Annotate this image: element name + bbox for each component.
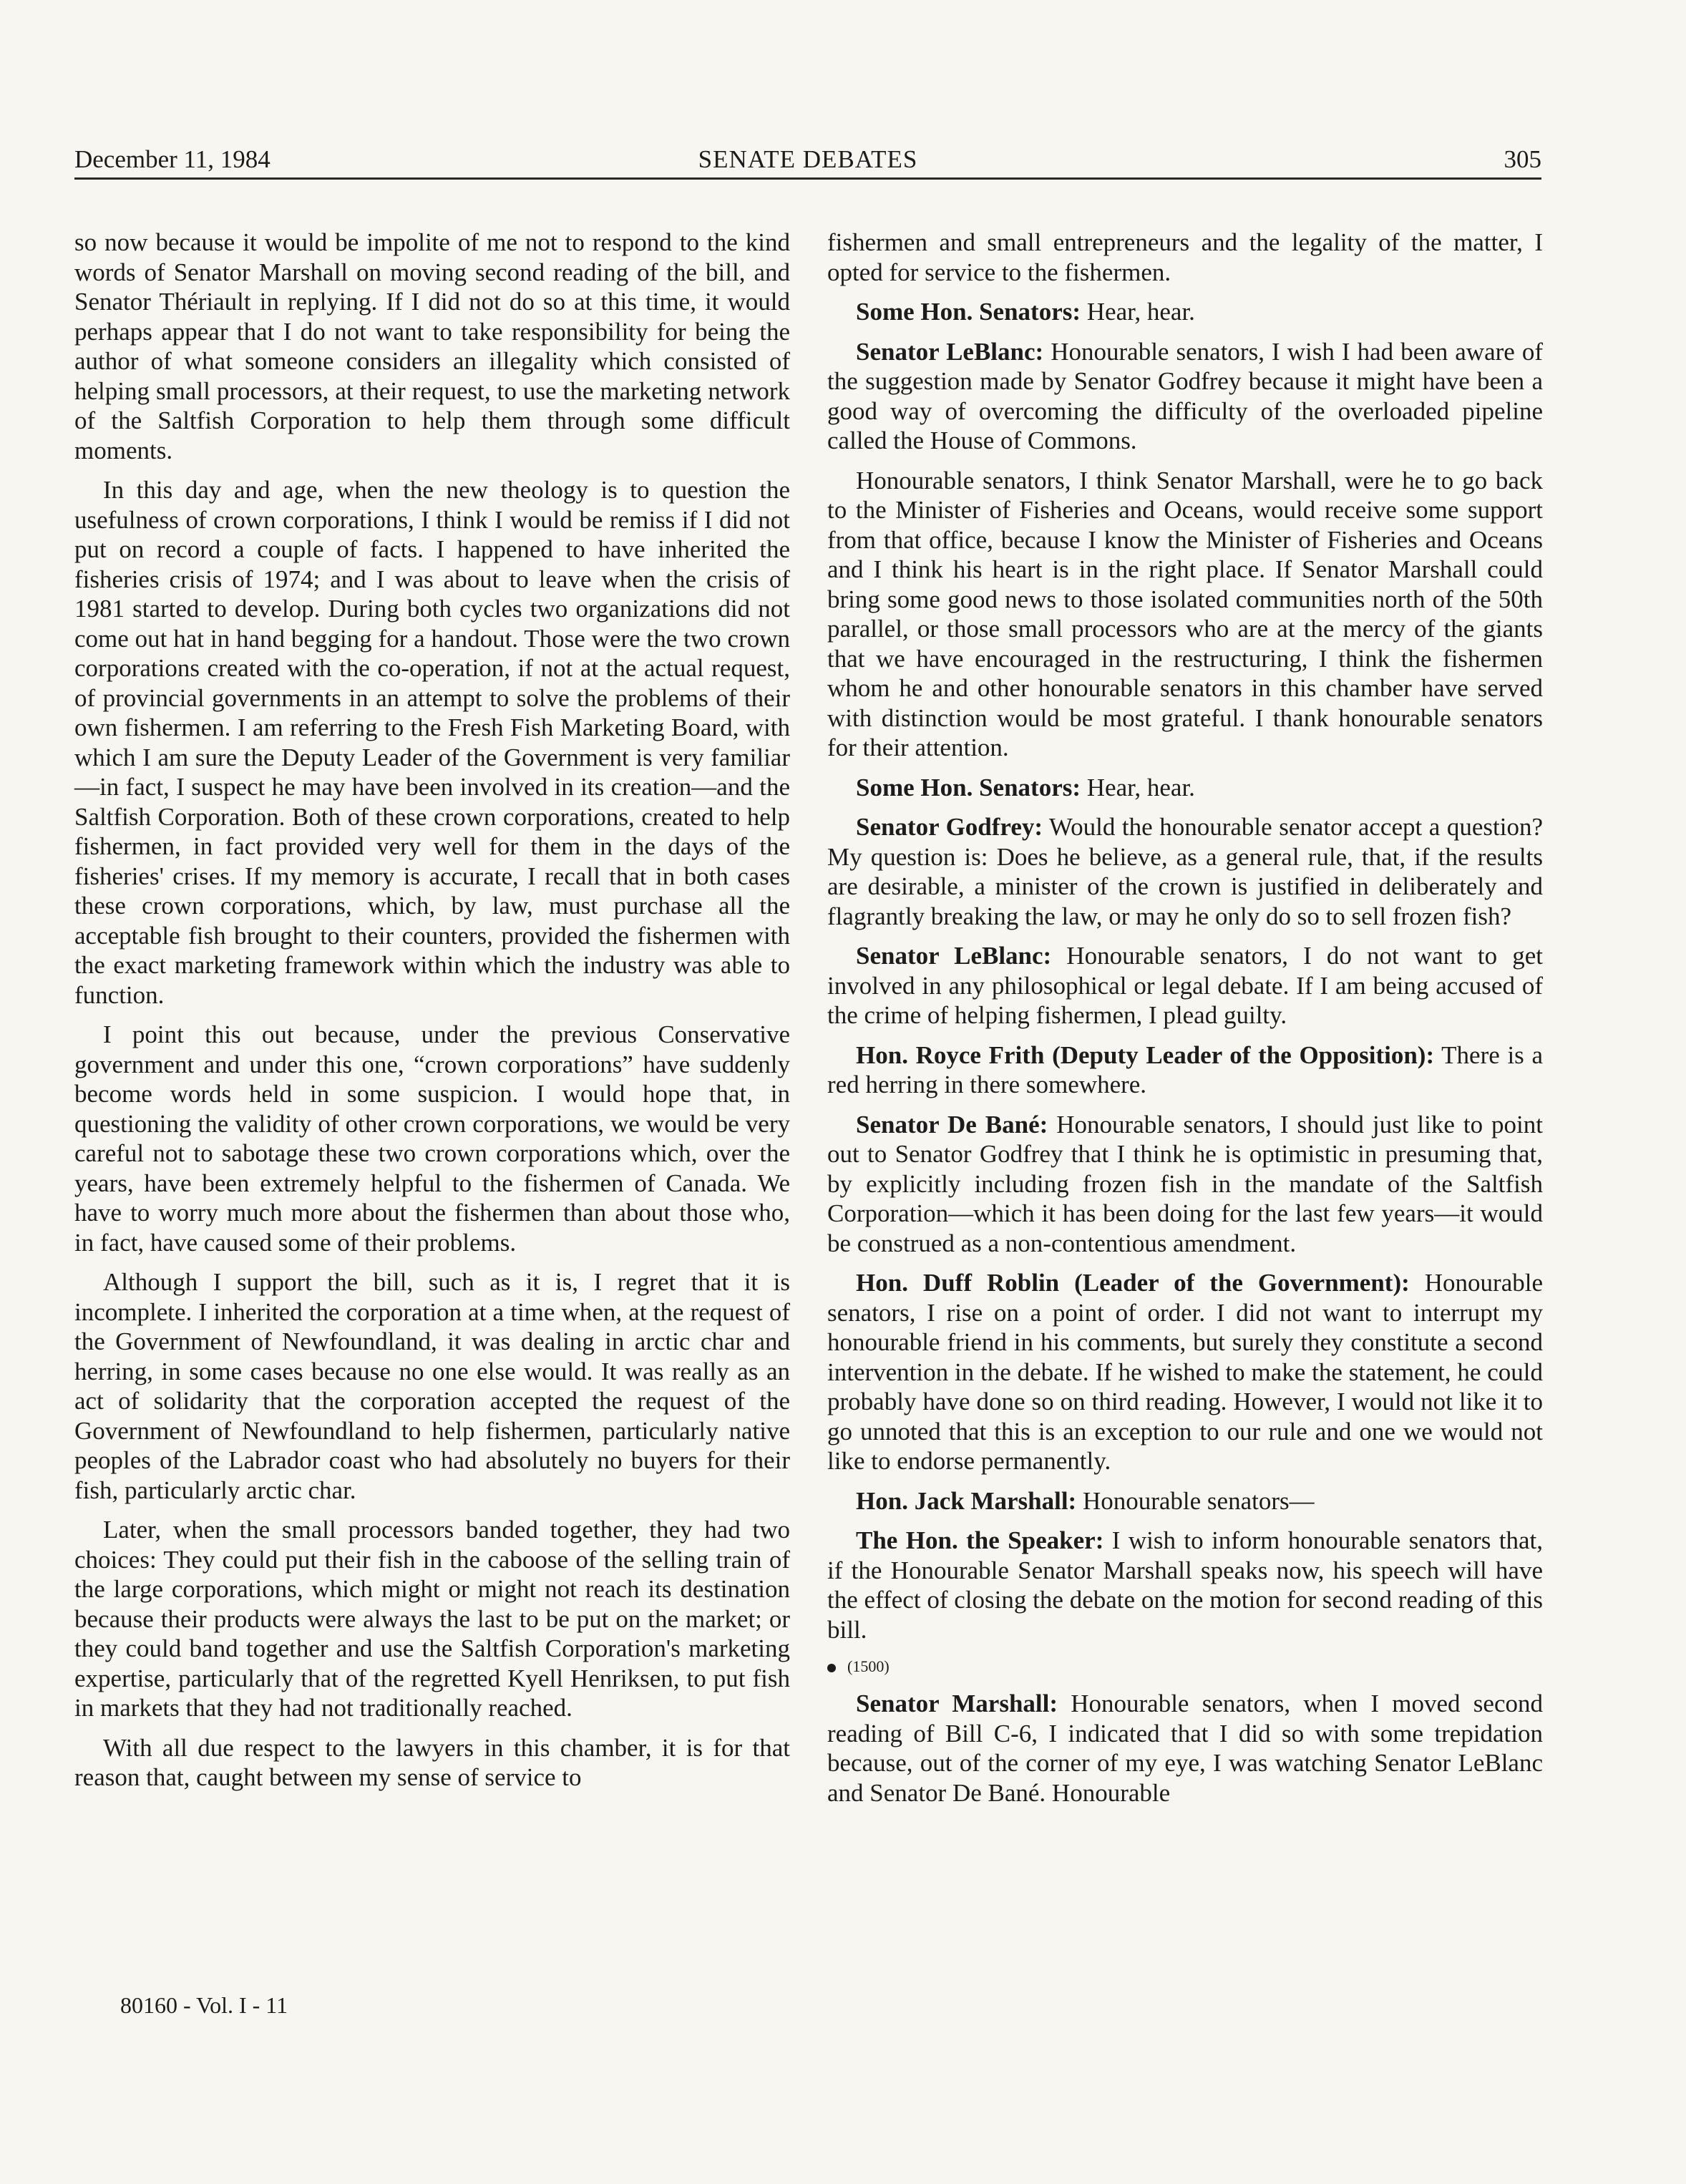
speaker-name: Hon. Duff Roblin (Leader of the Government): bbox=[856, 1269, 1410, 1297]
paragraph: I point this out because, under the previous Conservative government and under this one, “crown corporations” have suddenly become words held in some suspicion. I would hope that, in questioning the validity of other crown corporations, we would be very careful not to sabotage these two crown corporations which, over the years, have been extremely helpful to the fishermen of Canada. We have to worry much more about the fishermen than about those who, in fact, have caused some of their problems. bbox=[74, 1020, 790, 1257]
header-date: December 11, 1984 bbox=[74, 145, 271, 173]
speaker-name: Hon. Royce Frith (Deputy Leader of the Opposition): bbox=[856, 1040, 1435, 1069]
speech-paragraph bbox=[827, 812, 1543, 931]
speech-text: Honourable senators, I rise on a point of order. I did not want to interrupt my honourable friend in his comments, but surely they constitute a second intervention in the debate. If he wished to make the statement, he could probably have done so on third reading. However, I would not like it to go unnoted that this is an exception to our rule and one we would not like to endorse permanently. bbox=[827, 1269, 1543, 1475]
speech-text: Honourable senators, I wish I had been aware of the suggestion made by Senator Godfrey because it might have been a good way of overcoming the difficulty of the overloaded pipeline called the House of Commons. bbox=[827, 337, 1543, 454]
speech-paragraph bbox=[827, 1040, 1543, 1100]
paragraph: In this day and age, when the new theology is to question the usefulness of crown corporations, I think I would be remiss if I did not put on record a couple of facts. I happened to have inherited the fisheries crisis of 1974; and I was about to leave when the crisis of 1981 started to develop. During both cycles two organizations did not come out hat in hand begging for a handout. Those were the two crown corporations created with the co-operation, if not at the actual request, of provincial governments in an attempt to solve the problems of their own fishermen. I am referring to the Fresh Fish Marketing Board, with which I am sure the Deputy Leader of the Government is very familiar—in fact, I suspect he may have been involved in its creation—and the Saltfish Corporation. Both of these crown corporations, created to help fishermen, in fact provided very well for them in the days of the fisheries' crises. If my memory is accurate, I recall that in both cases these crown corporations, which, by law, must purchase all the acceptable fish brought to their counters, provided the fishermen with the exact marketing framework within which the industry was able to function. bbox=[74, 476, 790, 1009]
paragraph: With all due respect to the lawyers in this chamber, it is for that reason that, caught between my sense of service to bbox=[74, 1733, 790, 1791]
speaker-name: Senator LeBlanc: bbox=[856, 337, 1044, 366]
speaker-name: Some Hon. Senators: bbox=[856, 773, 1081, 801]
header-rule bbox=[74, 177, 1541, 180]
header-title: SENATE DEBATES bbox=[698, 145, 918, 173]
speech-text: Hear, hear. bbox=[1081, 773, 1195, 801]
right-column bbox=[827, 228, 1543, 1818]
speaker-name: The Hon. the Speaker: bbox=[856, 1526, 1104, 1554]
speech-text: Honourable senators, when I moved second reading of Bill C-6, I indicated that I did so with some trepidation because, out of the corner of my eye, I was watching Senator LeBlanc and Senator De Bané. Honourable bbox=[827, 1690, 1543, 1807]
page-header bbox=[74, 143, 1541, 176]
speaker-name: Some Hon. Senators: bbox=[856, 298, 1081, 326]
paragraph: Honourable senators, I think Senator Marshall, were he to go back to the Minister of Fisheries and Oceans, would receive some support from that office, because I know the Minister of Fisheries and Oceans and I think his heart is in the right place. If Senator Marshall could bring some good news to those isolated communities north of the 50th parallel, or those small processors who are at the mercy of the giants that we have encouraged in the restructuring, I think the fishermen whom he and other honourable senators in this chamber have served with distinction would be most grateful. I thank honourable senators for their attention. bbox=[827, 466, 1543, 761]
speech-text: Hear, hear. bbox=[1081, 298, 1195, 326]
speech-text: There is a red herring in there somewhere. bbox=[827, 1040, 1543, 1098]
time-marker-text: (1500) bbox=[847, 1657, 890, 1675]
speaker-name: Senator Marshall: bbox=[856, 1690, 1058, 1717]
left-column bbox=[74, 228, 790, 1803]
speech-text: Honourable senators— bbox=[1076, 1486, 1315, 1515]
speech-paragraph bbox=[827, 773, 1543, 803]
speaker-name: Senator Godfrey: bbox=[856, 813, 1043, 841]
speech-paragraph bbox=[827, 297, 1543, 327]
speaker-name: Hon. Jack Marshall: bbox=[856, 1486, 1077, 1515]
speech-text: Honourable senators, I should just like to point out to Senator Godfrey that I think he is optimistic in presuming that, by explicitly including frozen fish in the mandate of the Saltfish Corporation—which it has been doing for the last few years—it would be construed as a non-contentious amendment. bbox=[827, 1110, 1543, 1257]
speech-paragraph bbox=[827, 1526, 1543, 1644]
speech-text: I wish to inform honourable senators that, if the Honourable Senator Marshall speaks now, his speech will have the effect of closing the debate on the motion for second reading of this bill. bbox=[827, 1526, 1543, 1644]
paragraph: Although I support the bill, such as it is, I regret that it is incomplete. I inherited the corporation at a time when, at the request of the Government of Newfoundland, it was dealing in arctic char and herring, in some cases because no one else would. It was really as an act of solidarity that the corporation accepted the request of the Government of Newfoundland to help fishermen, particularly native peoples of the Labrador coast who had absolutely no buyers for their fish, particularly arctic char. bbox=[74, 1268, 790, 1504]
speaker-name: Senator LeBlanc: bbox=[856, 942, 1052, 970]
speech-text: Would the honourable senator accept a question? My question is: Does he believe, as a general rule, that, if the results are desirable, a minister of the crown is justified in deliberately and flagrantly breaking the law, or may he only do so to sell frozen fish? bbox=[827, 813, 1543, 930]
speech-text: Honourable senators, I do not want to get involved in any philosophical or legal debate. If I am being accused of the crime of helping fishermen, I plead guilty. bbox=[827, 942, 1543, 1029]
header-page-number: 305 bbox=[1504, 145, 1541, 173]
paragraph: so now because it would be impolite of me not to respond to the kind words of Senator Marshall on moving second reading of the bill, and Senator Thériault in replying. If I did not do so at this time, it would perhaps appear that I do not want to take responsibility for being the author of what someone considers an illegality which consisted of helping small processors, at their request, to use the marketing network of the Saltfish Corporation to help them through some difficult moments. bbox=[74, 228, 790, 464]
speaker-name: Senator De Bané: bbox=[856, 1110, 1048, 1139]
speech-paragraph bbox=[827, 1689, 1543, 1808]
speech-paragraph bbox=[827, 1268, 1543, 1476]
speech-paragraph bbox=[827, 337, 1543, 456]
page-footer: 80160 - Vol. I - 11 bbox=[120, 1992, 288, 2018]
paragraph: Later, when the small processors banded together, they had two choices: They could put their fish in the caboose of the selling train of the large corporations, which might or might not reach its destination because their products were always the last to be put on the market; or they could band together and use the Saltfish Corporation's marketing expertise, particularly that of the regretted Kyell Henriksen, to put fish in markets that they had not traditionally reached. bbox=[74, 1516, 790, 1722]
speech-paragraph bbox=[827, 1486, 1543, 1516]
bullet-icon bbox=[827, 1664, 836, 1672]
speech-paragraph bbox=[827, 1110, 1543, 1259]
speech-paragraph bbox=[827, 941, 1543, 1030]
time-marker bbox=[827, 1654, 1543, 1679]
paragraph: fishermen and small entrepreneurs and the legality of the matter, I opted for service to the fishermen. bbox=[827, 228, 1543, 286]
